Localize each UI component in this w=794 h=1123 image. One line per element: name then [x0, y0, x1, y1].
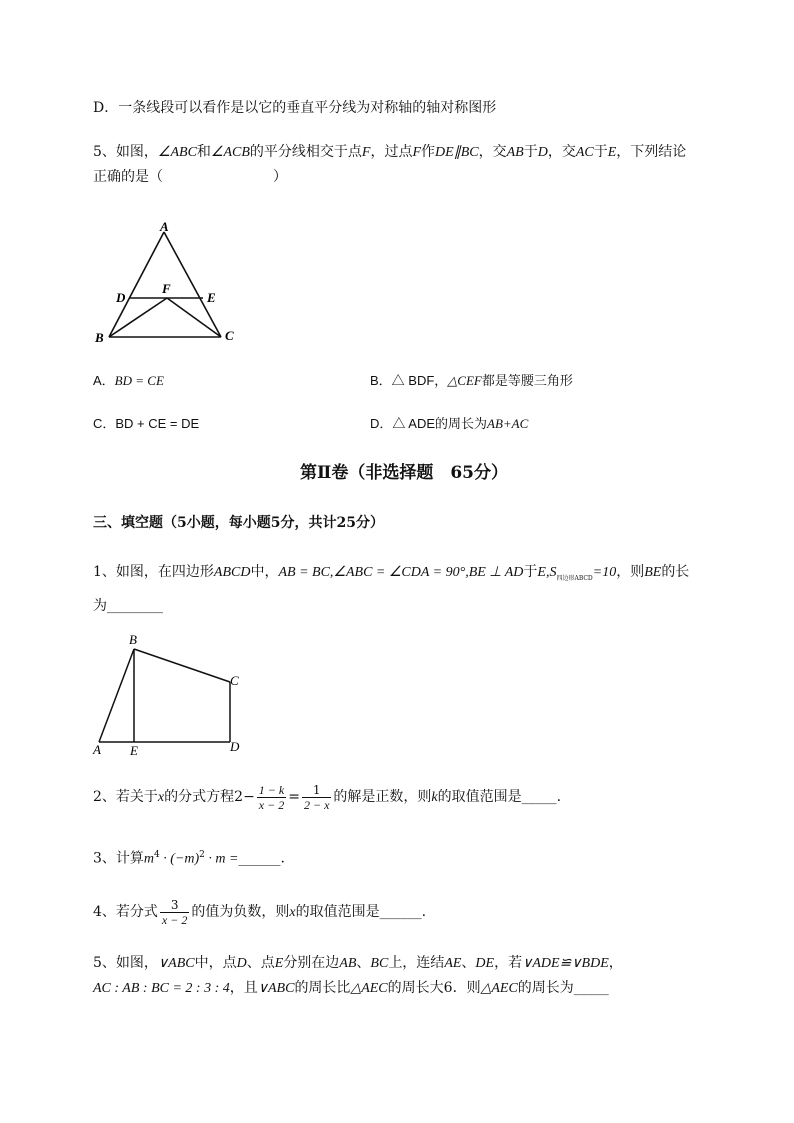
q5-stem-line2: 正确的是（ ）	[93, 169, 287, 185]
label-B: B	[95, 330, 104, 345]
q5-option-d[interactable]: D．△ ADE的周长为AB+AC	[370, 416, 529, 431]
label-C: C	[225, 328, 234, 343]
f1-stem-line1: 1、如图，在四边形ABCD中，AB = BC,∠ABC = ∠CDA = 90°,BE ⊥ AD于$E,S_{四边形ABCD}=10$，则BE的长	[93, 564, 690, 582]
label-D: D	[116, 290, 126, 305]
f3-stem: 3、计算$m^4 \cdot (-m)^2 \cdot m$ =______.	[93, 850, 285, 867]
label-A: A	[93, 742, 101, 757]
f4-stem: 4、若分式 $\frac{3}{x - 2}$ 的值为负数，则x的取值范围是______.	[93, 897, 427, 927]
f5-stem-line1: 5、如图，∨ABC中，点D、点E分别在边AB、BC上，连结AE、DE，若∨ADE≌∨BDE，	[93, 955, 623, 971]
label-A: A	[160, 219, 169, 234]
f5-stem-line2: AC : AB : BC = 2 : 3 : 4，且∨ABC的周长比△AEC的周长大6．则△AEC的周长为_____	[93, 980, 609, 996]
f1-stem-line2: 为________	[93, 598, 163, 614]
prev-option-d: D．一条线段可以看作是以它的垂直平分线为对称轴的轴对称图形	[93, 100, 497, 116]
label-C: C	[230, 673, 239, 688]
f1-quadrilateral-figure	[88, 630, 258, 760]
f2-stem: 2、若关于x的分式方程2− $\frac{1 - k}{x - 2}$ = $\frac{1}{2 - x}$ 的解是正数，则k的取值范围是_____.	[93, 782, 562, 812]
q5-option-c[interactable]: C．BD + CE = DE	[93, 416, 200, 431]
label-D: D	[230, 739, 240, 754]
section3-heading: 三、填空题（5小题，每小题5分，共计25分）	[93, 515, 384, 531]
label-E: E	[130, 743, 138, 758]
label-E: E	[207, 290, 216, 305]
label-F: F	[162, 281, 171, 296]
q5-option-a[interactable]: A．BD = CE	[93, 373, 164, 388]
q5-stem-line1: 5、如图，∠ABC和∠ACB的平分线相交于点F，过点F作DE∥BC，交AB于D，交AC于E，下列结论	[93, 144, 687, 160]
q5-option-b[interactable]: B．△ BDF，△CEF都是等腰三角形	[370, 373, 573, 388]
section2-title: 第Ⅱ卷（非选择题 65分）	[300, 463, 508, 483]
label-B: B	[129, 632, 137, 647]
q5-triangle-figure	[92, 216, 242, 348]
